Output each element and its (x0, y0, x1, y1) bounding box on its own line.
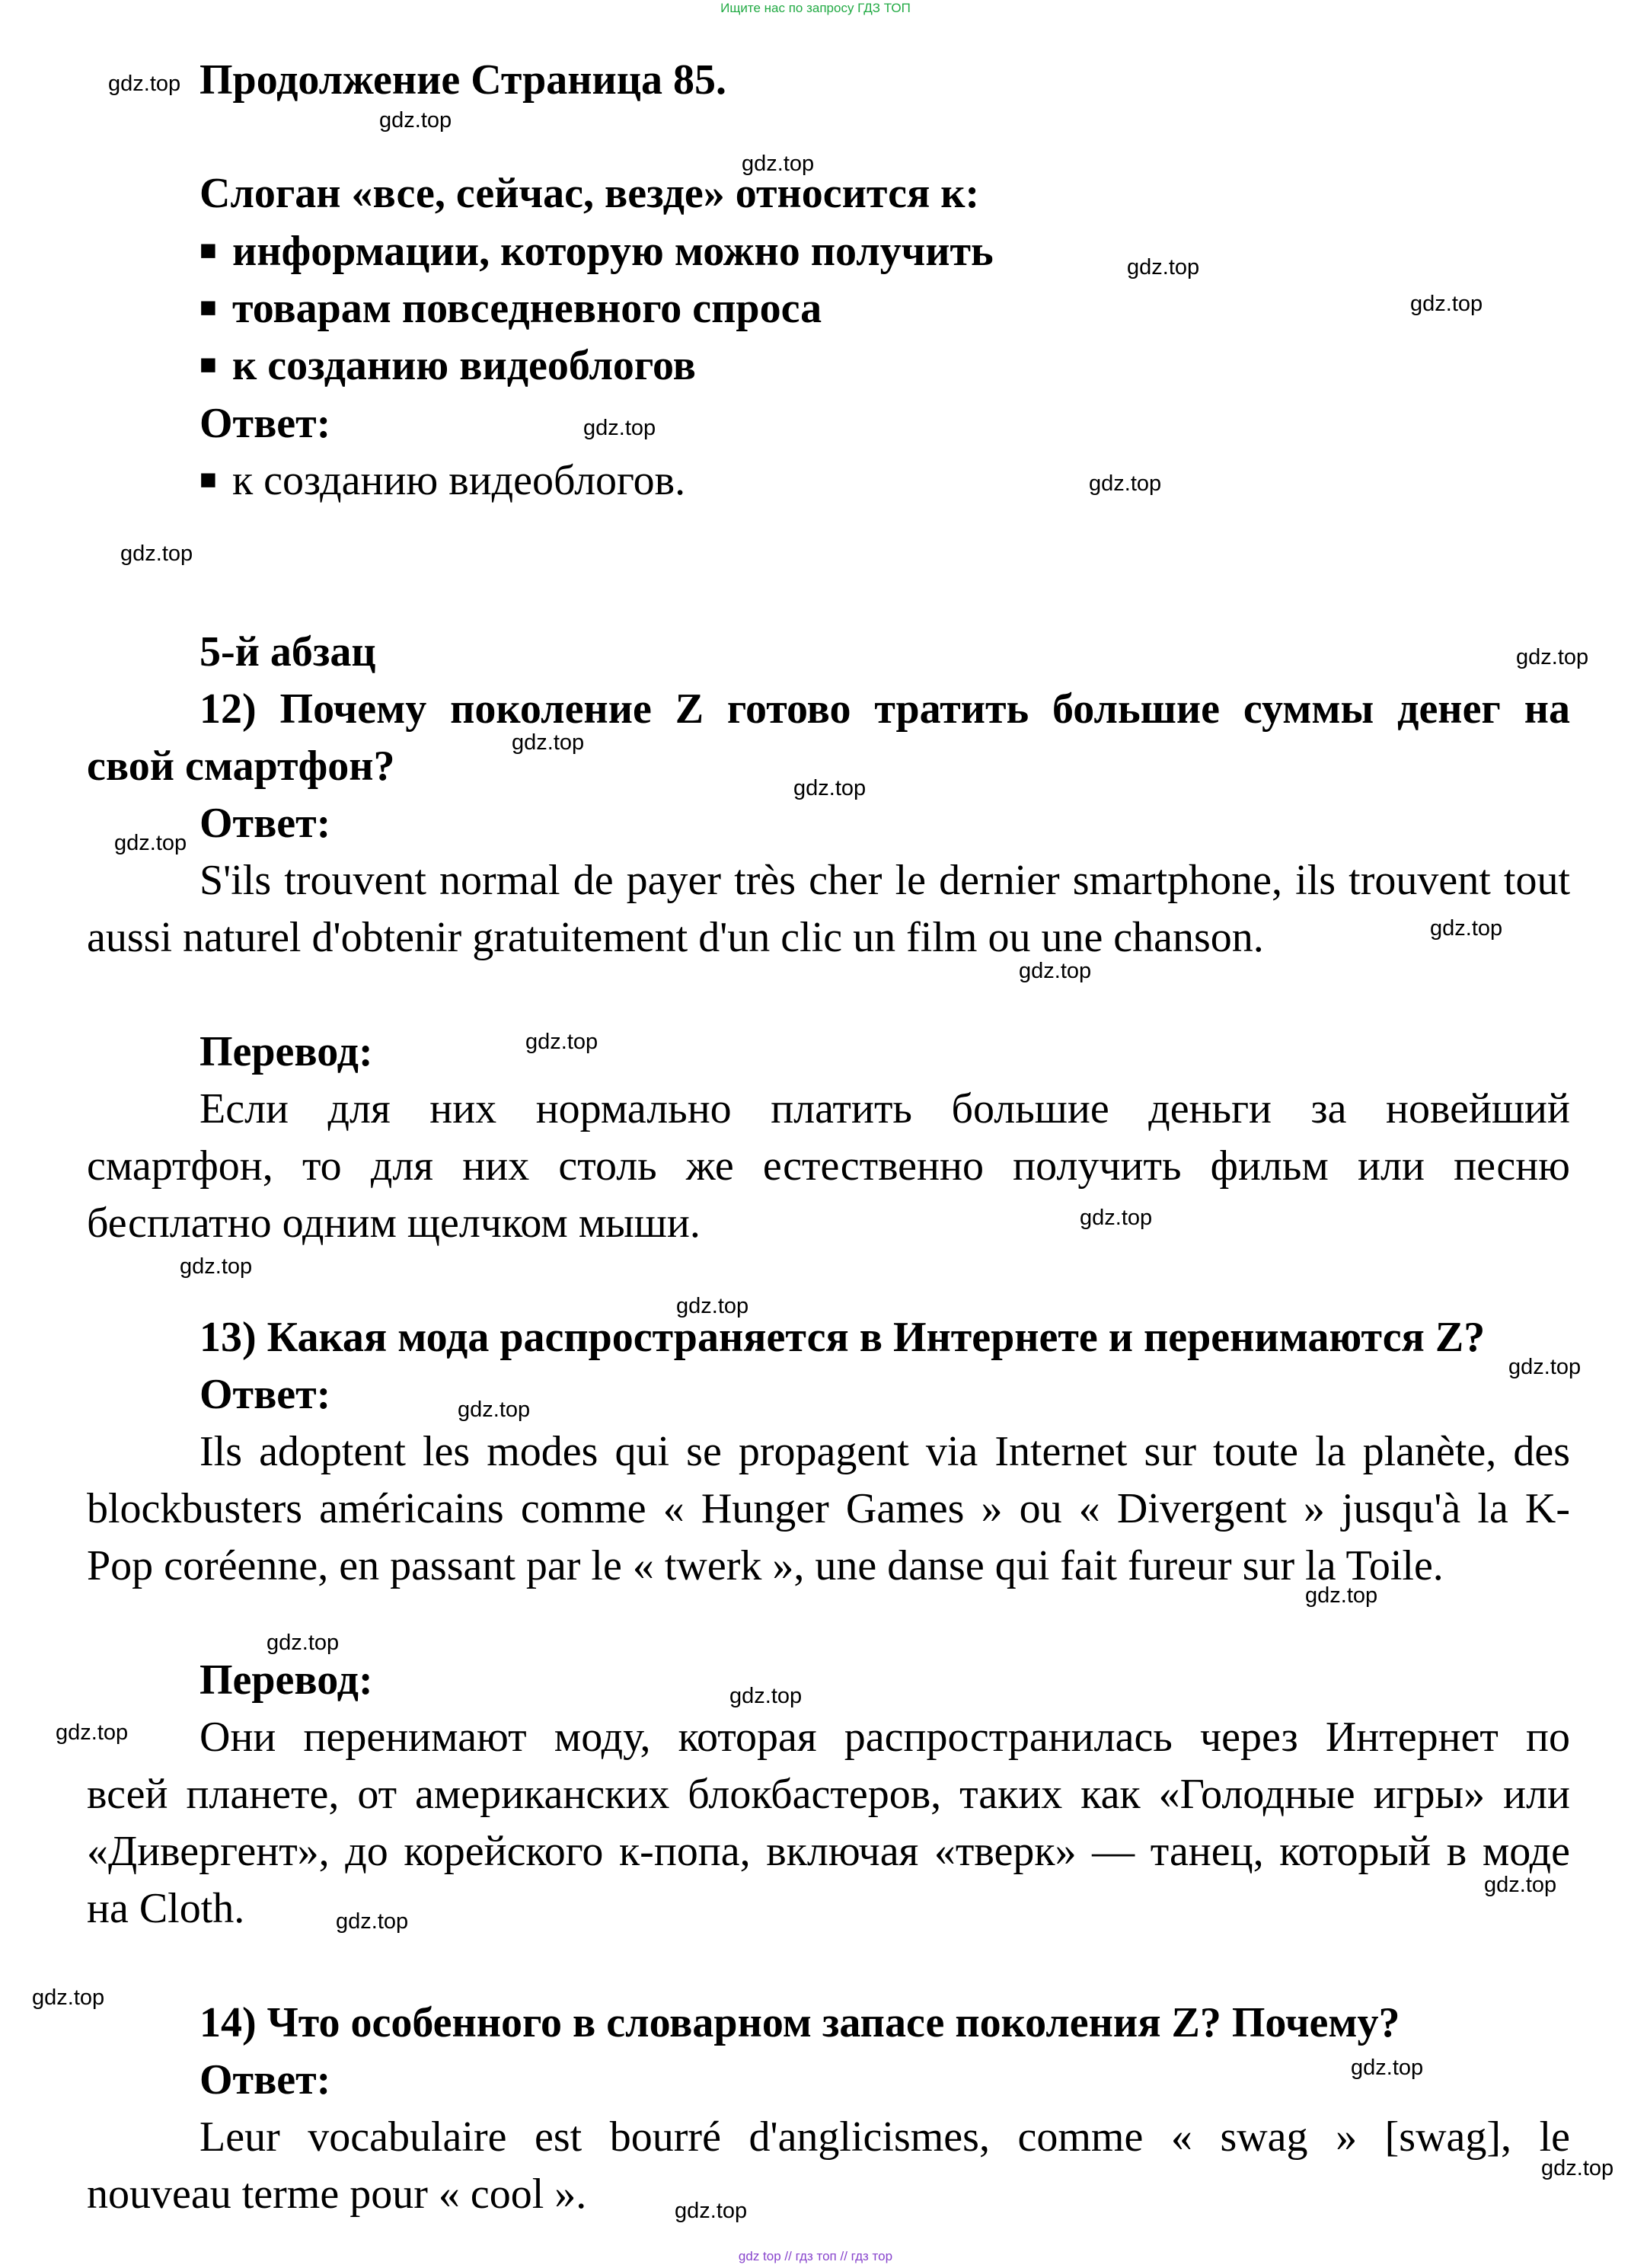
watermark: gdz.top (379, 108, 452, 133)
q14-answer-label: Ответ: (199, 2056, 331, 2103)
q14-answer-line-2: nouveau terme pour « cool ». (87, 2171, 587, 2218)
q13-answer-line-2: blockbusters américains comme « Hunger Games » ou « Divergent » jusqu'à la K- (87, 1485, 1570, 1532)
footer-separator: // (840, 2249, 847, 2263)
watermark: gdz.top (114, 831, 187, 855)
watermark: gdz.top (1410, 292, 1483, 316)
slogan-option-2: ■ товарам повседневного спроса (199, 280, 822, 342)
watermark: gdz.top (1508, 1355, 1582, 1379)
q13-answer-line-3: Pop coréenne, en passant par le « twerk », une danse qui fait fureur sur la Toile. (87, 1542, 1444, 1589)
watermark: gdz.top (1080, 1206, 1153, 1230)
watermark: gdz.top (1541, 2156, 1614, 2180)
q12-question-line-1: 12) Почему поколение Z готово тратить большие суммы денег на (199, 685, 1570, 733)
slogan-question: Слоган «все, сейчас, везде» относится к: (199, 170, 980, 217)
footer-separator: // (784, 2249, 792, 2263)
watermark: gdz.top (56, 1720, 129, 1745)
watermark: gdz.top (742, 152, 815, 176)
q13-translation-line-2: всей планете, от американских блокбастеров, таких как «Голодные игры» или (87, 1771, 1570, 1818)
watermark: gdz.top (583, 416, 656, 440)
q12-answer-line-2: aussi naturel d'obtenir gratuitement d'un clic un film ou une chanson. (87, 914, 1264, 961)
q12-translation-line-1: Если для них нормально платить большие деньги за новейший (199, 1085, 1570, 1132)
watermark: gdz.top (1127, 255, 1200, 280)
slogan-option-3: ■ к созданию видеоблогов (199, 337, 696, 399)
q13-question: 13) Какая мода распространяется в Интернете и перенимаются Z? (199, 1314, 1486, 1361)
slogan-option-1: ■ информации, которую можно получить (199, 222, 994, 285)
q13-answer-label: Ответ: (199, 1371, 331, 1418)
q14-question: 14) Что особенного в словарном запасе поколения Z? Почему? (199, 1999, 1400, 2046)
watermark: gdz.top (793, 776, 867, 800)
watermark: gdz.top (267, 1631, 340, 1655)
q12-answer-label: Ответ: (199, 800, 331, 847)
q13-translation-label: Перевод: (199, 1656, 373, 1704)
q13-translation-line-1: Они перенимают моду, которая распространилась через Интернет по (199, 1714, 1570, 1761)
footer-link-gdz-top-cyrillic[interactable]: гдз топ (795, 2249, 837, 2263)
watermark: gdz.top (1019, 959, 1092, 983)
q12-translation-line-3: бесплатно одним щелчком мыши. (87, 1199, 701, 1247)
q12-translation-label: Перевод: (199, 1028, 373, 1075)
q14-answer-line-1: Leur vocabulaire est bourré d'anglicismes, comme « swag » [swag], le (199, 2113, 1570, 2161)
watermark: gdz.top (512, 730, 585, 755)
q12-question-line-2: свой смартфон? (87, 743, 395, 790)
watermark: gdz.top (676, 1294, 749, 1318)
footer-links (0, 2248, 1631, 2265)
q13-answer-line-1: Ils adoptent les modes qui se propagent via Internet sur toute la planète, des (199, 1428, 1570, 1475)
slogan-answer: ■ к созданию видеоблогов. (199, 452, 685, 514)
q13-translation-line-4: на Cloth. (87, 1885, 245, 1932)
watermark: gdz.top (1484, 1873, 1557, 1897)
watermark: gdz.top (32, 1985, 105, 2010)
watermark: gdz.top (675, 2199, 748, 2223)
watermark: gdz.top (1089, 471, 1162, 496)
footer-link-gdz-tor[interactable]: гдз тор (851, 2249, 893, 2263)
watermark: gdz.top (120, 541, 193, 566)
watermark: gdz.top (1351, 2056, 1424, 2080)
watermark: gdz.top (1430, 916, 1503, 941)
search-banner[interactable]: Ищите нас по запросу ГДЗ ТОП (720, 1, 911, 15)
watermark: gdz.top (458, 1398, 531, 1422)
watermark: gdz.top (1516, 645, 1589, 669)
watermark: gdz.top (180, 1254, 253, 1279)
watermark: gdz.top (108, 72, 181, 96)
watermark: gdz.top (525, 1030, 598, 1054)
watermark: gdz.top (729, 1684, 803, 1708)
slogan-answer-label: Ответ: (199, 400, 331, 447)
q12-answer-line-1: S'ils trouvent normal de payer très cher le dernier smartphone, ils trouvent tout (199, 857, 1570, 904)
page-title: Продолжение Страница 85. (199, 56, 727, 104)
q13-translation-line-3: «Дивергент», до корейского к-попа, включая «тверк» — танец, который в моде (87, 1828, 1570, 1875)
footer-link-gdz-top[interactable]: gdz top (738, 2249, 781, 2263)
section-title: 5-й абзац (199, 628, 376, 676)
q12-translation-line-2: смартфон, то для них столь же естественно получить фильм или песню (87, 1142, 1570, 1190)
watermark: gdz.top (336, 1909, 409, 1934)
watermark: gdz.top (1305, 1583, 1378, 1608)
